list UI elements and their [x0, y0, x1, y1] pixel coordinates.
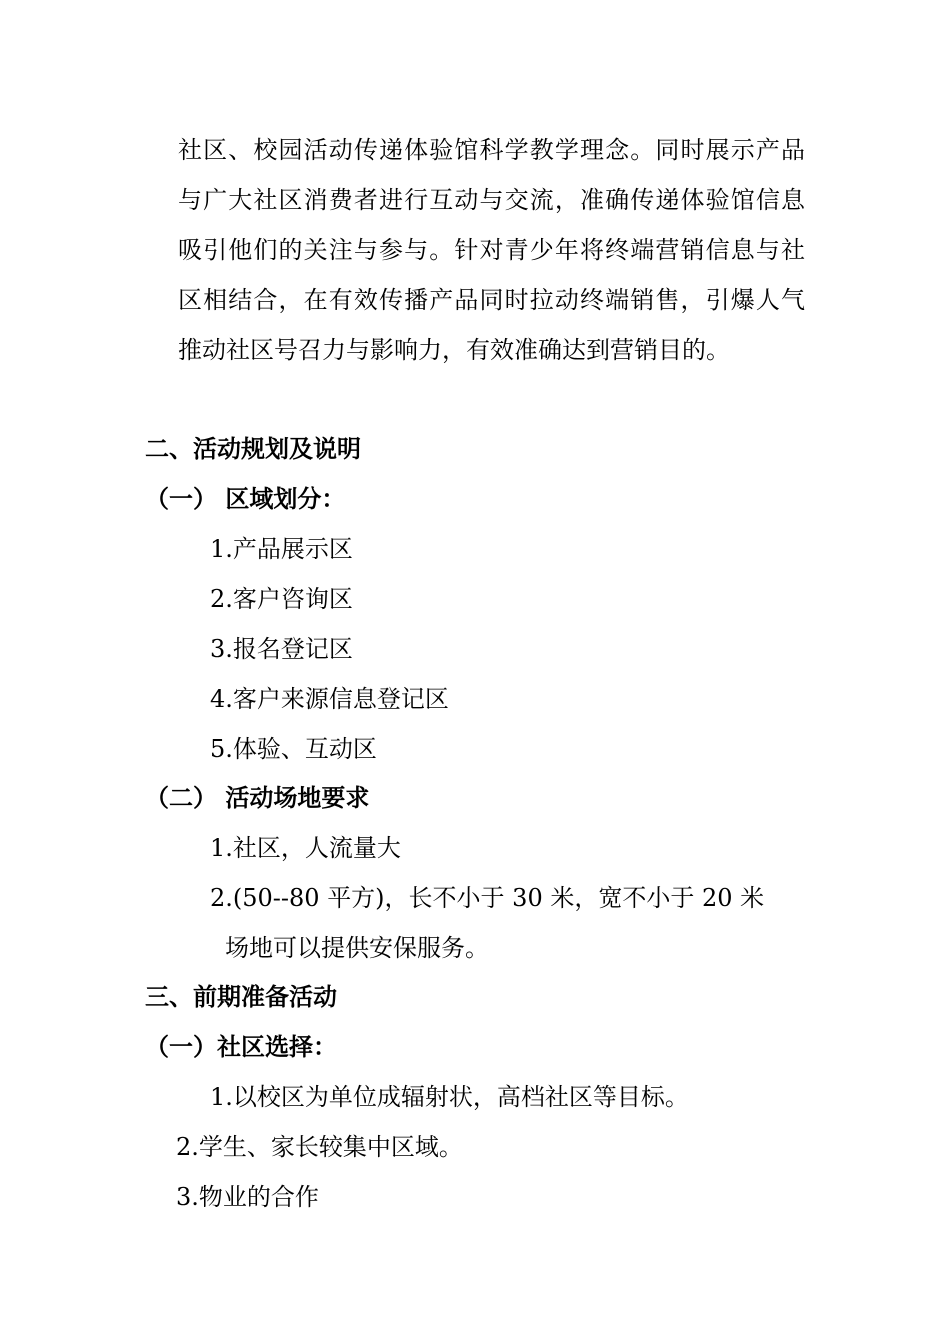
list-item: 3.报名登记区: [210, 635, 353, 663]
list-item: 3.物业的合作: [176, 1183, 319, 1211]
section-heading: 三、前期准备活动: [145, 983, 337, 1011]
subsection-heading: （二） 活动场地要求: [145, 784, 370, 812]
list-item: 2.学生、家长较集中区域。: [176, 1133, 463, 1161]
intro-line: 社区、校园活动传递体验馆科学教学理念。同时展示产品: [178, 136, 805, 164]
section-heading: 二、活动规划及说明: [145, 435, 361, 463]
list-item: 1.以校区为单位成辐射状，高档社区等目标。: [210, 1083, 689, 1111]
subsection-heading: （一）社区选择：: [145, 1033, 337, 1061]
intro-line: 区相结合，在有效传播产品同时拉动终端销售，引爆人气: [178, 286, 805, 314]
intro-line: 推动社区号召力与影响力，有效准确达到营销目的。: [178, 336, 730, 364]
list-item: 4.客户来源信息登记区: [210, 685, 449, 713]
subsection-heading: （一） 区域划分：: [145, 485, 346, 513]
list-item: 5.体验、互动区: [210, 735, 377, 763]
intro-line: 吸引他们的关注与参与。针对青少年将终端营销信息与社: [178, 236, 805, 264]
list-item-continuation: 场地可以提供安保服务。: [225, 934, 489, 962]
intro-line: 与广大社区消费者进行互动与交流，准确传递体验馆信息: [178, 186, 805, 214]
list-item: 1.社区，人流量大: [210, 834, 401, 862]
list-item: 1.产品展示区: [210, 535, 353, 563]
list-item: 2.(50--80 平方)，长不小于 30 米，宽不小于 20 米: [210, 884, 765, 912]
list-item: 2.客户咨询区: [210, 585, 353, 613]
